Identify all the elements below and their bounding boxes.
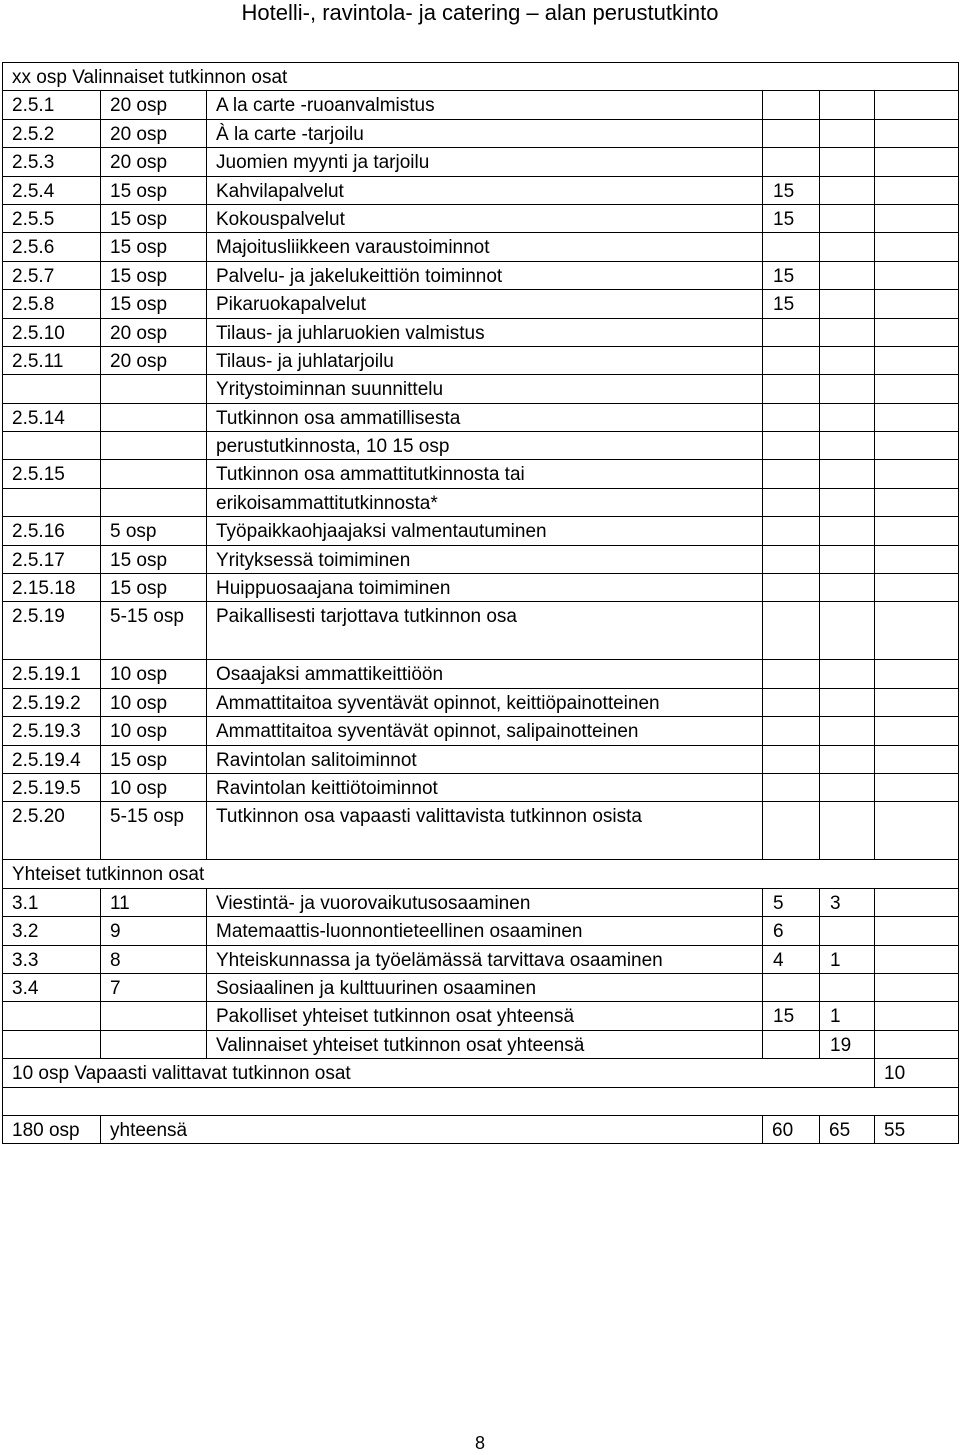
table-cell — [3, 488, 101, 516]
table-cell: Juomien myynti ja tarjoilu — [207, 148, 763, 176]
table-cell: 15 osp — [101, 745, 207, 773]
table-row — [3, 517, 959, 545]
table-cell — [763, 574, 820, 602]
table-cell: 5-15 osp — [101, 802, 207, 860]
table-cell: Tutkinnon osa vapaasti valittavista tutkinnon osista — [207, 802, 763, 860]
table-cell: 60 — [763, 1115, 820, 1143]
table-cell — [763, 660, 820, 688]
table-cell — [101, 460, 207, 488]
table-cell: 2.5.5 — [3, 204, 101, 232]
table-row — [3, 973, 959, 1001]
table-row — [3, 176, 959, 204]
table-cell: 2.5.8 — [3, 290, 101, 318]
table-cell: Pikaruokapalvelut — [207, 290, 763, 318]
table-cell: Osaajaksi ammattikeittiöön — [207, 660, 763, 688]
table-cell: 2.5.2 — [3, 119, 101, 147]
table-cell — [875, 773, 959, 801]
table-cell — [3, 1030, 101, 1058]
table-cell — [875, 973, 959, 1001]
table-cell — [763, 148, 820, 176]
empty-cell — [3, 1087, 959, 1115]
table-cell — [875, 1002, 959, 1030]
table-cell — [820, 233, 875, 261]
section-heading: 10 osp Vapaasti valittavat tutkinnon osat — [3, 1059, 875, 1087]
table-cell: 10 osp — [101, 660, 207, 688]
table-cell — [101, 488, 207, 516]
table-cell: perustutkinnosta, 10 15 osp — [207, 432, 763, 460]
table-cell: 20 osp — [101, 346, 207, 374]
table-cell — [875, 233, 959, 261]
table-cell: Sosiaalinen ja kulttuurinen osaaminen — [207, 973, 763, 1001]
table-cell: Ravintolan salitoiminnot — [207, 745, 763, 773]
table-cell: Matemaattis-luonnontieteellinen osaaminen — [207, 917, 763, 945]
table-cell — [875, 488, 959, 516]
table-cell: 2.5.14 — [3, 403, 101, 431]
section-heading: xx osp Valinnaiset tutkinnon osat — [3, 63, 959, 91]
table-cell: 3.4 — [3, 973, 101, 1001]
table-cell: Tilaus- ja juhlatarjoilu — [207, 346, 763, 374]
table-cell — [875, 745, 959, 773]
table-cell: 15 — [763, 1002, 820, 1030]
table-cell — [763, 403, 820, 431]
table-cell: Huippuosaajana toimiminen — [207, 574, 763, 602]
table-cell — [101, 375, 207, 403]
table-cell — [820, 176, 875, 204]
table-cell: 2.5.19 — [3, 602, 101, 660]
table-row — [3, 318, 959, 346]
table-cell: 2.5.6 — [3, 233, 101, 261]
table-cell — [875, 375, 959, 403]
table-row — [3, 802, 959, 860]
table-cell — [763, 1030, 820, 1058]
table-cell: 10 osp — [101, 717, 207, 745]
table-cell — [875, 602, 959, 660]
table-cell — [875, 432, 959, 460]
table-cell — [875, 574, 959, 602]
table-cell: Ammattitaitoa syventävät opinnot, salipainotteinen — [207, 717, 763, 745]
table-cell: 10 osp — [101, 773, 207, 801]
table-row — [3, 660, 959, 688]
table-row — [3, 860, 959, 888]
table-row — [3, 432, 959, 460]
table-row — [3, 488, 959, 516]
table-cell: 8 — [101, 945, 207, 973]
table-row — [3, 688, 959, 716]
table-cell — [875, 119, 959, 147]
table-cell — [875, 261, 959, 289]
table-cell: 1 — [820, 1002, 875, 1030]
table-cell: Palvelu- ja jakelukeittiön toiminnot — [207, 261, 763, 289]
table-cell — [875, 460, 959, 488]
table-row — [3, 204, 959, 232]
table-cell: 20 osp — [101, 119, 207, 147]
table-cell — [875, 888, 959, 916]
table-cell: 15 — [763, 176, 820, 204]
table-cell: 15 — [763, 290, 820, 318]
table-cell: Yritystoiminnan suunnittelu — [207, 375, 763, 403]
table-cell: 20 osp — [101, 91, 207, 119]
table-cell — [820, 917, 875, 945]
table-cell — [763, 545, 820, 573]
table-cell — [763, 119, 820, 147]
table-cell — [820, 602, 875, 660]
table-cell: Pakolliset yhteiset tutkinnon osat yhteensä — [207, 1002, 763, 1030]
table-cell: 15 osp — [101, 574, 207, 602]
table-cell — [875, 688, 959, 716]
table-cell: 20 osp — [101, 148, 207, 176]
table-cell — [763, 318, 820, 346]
table-cell — [763, 432, 820, 460]
table-row — [3, 745, 959, 773]
table-cell: 5 — [763, 888, 820, 916]
table-cell: 2.15.18 — [3, 574, 101, 602]
table-cell — [3, 375, 101, 403]
table-cell: Tutkinnon osa ammattitutkinnosta tai — [207, 460, 763, 488]
table-cell — [875, 717, 959, 745]
table-cell — [820, 773, 875, 801]
table-cell: Yhteiskunnassa ja työelämässä tarvittava osaaminen — [207, 945, 763, 973]
table-row — [3, 917, 959, 945]
table-cell: À la carte -tarjoilu — [207, 119, 763, 147]
table-cell: 15 osp — [101, 290, 207, 318]
table-row — [3, 375, 959, 403]
table-cell: Majoitusliikkeen varaustoiminnot — [207, 233, 763, 261]
table-cell: 2.5.19.5 — [3, 773, 101, 801]
table-cell — [875, 1030, 959, 1058]
table-cell — [875, 204, 959, 232]
section-heading: Yhteiset tutkinnon osat — [3, 860, 959, 888]
table-cell — [820, 432, 875, 460]
table-cell: 15 osp — [101, 176, 207, 204]
table-cell: 2.5.19.1 — [3, 660, 101, 688]
table-cell — [820, 802, 875, 860]
table-cell: 2.5.19.3 — [3, 717, 101, 745]
table-cell: 2.5.1 — [3, 91, 101, 119]
document-header: Hotelli-, ravintola- ja catering – alan perustutkinto — [241, 0, 719, 25]
table-cell: 3.2 — [3, 917, 101, 945]
table-cell: 2.5.17 — [3, 545, 101, 573]
table-cell — [763, 460, 820, 488]
table-cell — [875, 346, 959, 374]
table-cell: 9 — [101, 917, 207, 945]
table-cell — [820, 290, 875, 318]
table-cell: 2.5.20 — [3, 802, 101, 860]
table-row — [3, 945, 959, 973]
table-cell — [763, 802, 820, 860]
table-cell: Ammattitaitoa syventävät opinnot, keittiöpainotteinen — [207, 688, 763, 716]
table-row — [3, 1115, 959, 1143]
table-cell: 2.5.19.4 — [3, 745, 101, 773]
table-cell — [763, 602, 820, 660]
table-row — [3, 1059, 959, 1087]
table-cell — [820, 375, 875, 403]
table-row — [3, 63, 959, 91]
table-cell: 2.5.19.2 — [3, 688, 101, 716]
table-cell — [820, 717, 875, 745]
table-cell: Viestintä- ja vuorovaikutusosaaminen — [207, 888, 763, 916]
table-row — [3, 119, 959, 147]
table-cell — [763, 346, 820, 374]
table-cell: 3.3 — [3, 945, 101, 973]
table-cell: 11 — [101, 888, 207, 916]
table-cell — [763, 517, 820, 545]
curriculum-table — [2, 62, 959, 1144]
table-cell: 2.5.3 — [3, 148, 101, 176]
table-row — [3, 773, 959, 801]
table-cell — [763, 745, 820, 773]
table-cell: Tutkinnon osa ammatillisesta — [207, 403, 763, 431]
table-cell: yhteensä — [101, 1115, 763, 1143]
table-row — [3, 1002, 959, 1030]
table-cell — [101, 432, 207, 460]
table-cell — [820, 488, 875, 516]
table-cell: 2.5.15 — [3, 460, 101, 488]
table-cell — [101, 1002, 207, 1030]
table-cell: 10 osp — [101, 688, 207, 716]
table-cell: Kokouspalvelut — [207, 204, 763, 232]
table-cell: 2.5.16 — [3, 517, 101, 545]
table-cell: Työpaikkaohjaajaksi valmentautuminen — [207, 517, 763, 545]
table-row — [3, 290, 959, 318]
table-cell — [763, 773, 820, 801]
table-cell: Valinnaiset yhteiset tutkinnon osat yhteensä — [207, 1030, 763, 1058]
table-cell — [820, 688, 875, 716]
table-cell: 3 — [820, 888, 875, 916]
table-cell: Ravintolan keittiötoiminnot — [207, 773, 763, 801]
table-cell: 2.5.7 — [3, 261, 101, 289]
table-row — [3, 148, 959, 176]
table-cell — [820, 745, 875, 773]
table-cell: erikoisammattitutkinnosta* — [207, 488, 763, 516]
table-cell: 15 osp — [101, 204, 207, 232]
table-cell — [820, 973, 875, 1001]
table-cell — [820, 346, 875, 374]
table-cell: 19 — [820, 1030, 875, 1058]
table-cell: 65 — [820, 1115, 875, 1143]
table-cell — [820, 261, 875, 289]
table-cell — [763, 717, 820, 745]
table-cell — [763, 375, 820, 403]
table-cell: 2.5.4 — [3, 176, 101, 204]
table-cell — [875, 517, 959, 545]
table-cell — [763, 233, 820, 261]
table-cell — [820, 318, 875, 346]
table-cell — [875, 917, 959, 945]
table-cell: 5-15 osp — [101, 602, 207, 660]
table-row — [3, 233, 959, 261]
table-cell — [101, 403, 207, 431]
table-cell: 7 — [101, 973, 207, 1001]
table-row — [3, 888, 959, 916]
table-cell: 15 — [763, 204, 820, 232]
table-cell: 180 osp — [3, 1115, 101, 1143]
table-cell: Kahvilapalvelut — [207, 176, 763, 204]
table-cell — [820, 148, 875, 176]
table-row — [3, 403, 959, 431]
table-row — [3, 574, 959, 602]
table-cell — [820, 204, 875, 232]
table-cell: Yrityksessä toimiminen — [207, 545, 763, 573]
table-cell: 4 — [763, 945, 820, 973]
table-cell — [763, 91, 820, 119]
table-cell — [875, 945, 959, 973]
table-cell — [875, 148, 959, 176]
table-cell: 15 osp — [101, 545, 207, 573]
table-cell — [875, 545, 959, 573]
table-cell — [3, 432, 101, 460]
table-body — [3, 63, 959, 1144]
table-cell: 20 osp — [101, 318, 207, 346]
table-cell — [101, 1030, 207, 1058]
table-cell — [763, 973, 820, 1001]
table-cell: A la carte -ruoanvalmistus — [207, 91, 763, 119]
table-cell — [820, 460, 875, 488]
table-cell — [820, 660, 875, 688]
table-cell: 15 — [763, 261, 820, 289]
table-cell: 2.5.11 — [3, 346, 101, 374]
table-cell: Tilaus- ja juhlaruokien valmistus — [207, 318, 763, 346]
table-cell: 55 — [875, 1115, 959, 1143]
table-cell: 2.5.10 — [3, 318, 101, 346]
table-cell — [820, 574, 875, 602]
table-cell: 3.1 — [3, 888, 101, 916]
table-cell — [820, 545, 875, 573]
table-cell — [875, 403, 959, 431]
table-cell — [875, 660, 959, 688]
table-cell — [875, 176, 959, 204]
table-row — [3, 91, 959, 119]
table-cell: 1 — [820, 945, 875, 973]
table-row — [3, 1030, 959, 1058]
table-cell — [820, 91, 875, 119]
table-cell: 6 — [763, 917, 820, 945]
table-row — [3, 460, 959, 488]
table-cell — [875, 318, 959, 346]
table-row — [3, 346, 959, 374]
table-cell — [763, 488, 820, 516]
table-cell: 10 — [875, 1059, 959, 1087]
table-row — [3, 717, 959, 745]
table-cell — [875, 290, 959, 318]
table-cell — [820, 403, 875, 431]
table-row — [3, 545, 959, 573]
table-row — [3, 602, 959, 660]
table-cell — [875, 802, 959, 860]
table-cell: 15 osp — [101, 261, 207, 289]
table-cell: 5 osp — [101, 517, 207, 545]
table-cell: Paikallisesti tarjottava tutkinnon osa — [207, 602, 763, 660]
table-cell — [820, 517, 875, 545]
table-cell — [3, 1002, 101, 1030]
table-row — [3, 261, 959, 289]
table-cell — [875, 91, 959, 119]
page-number: 8 — [474, 1433, 485, 1453]
table-cell — [763, 688, 820, 716]
table-cell — [820, 119, 875, 147]
table-cell: 15 osp — [101, 233, 207, 261]
table-row — [3, 1087, 959, 1115]
